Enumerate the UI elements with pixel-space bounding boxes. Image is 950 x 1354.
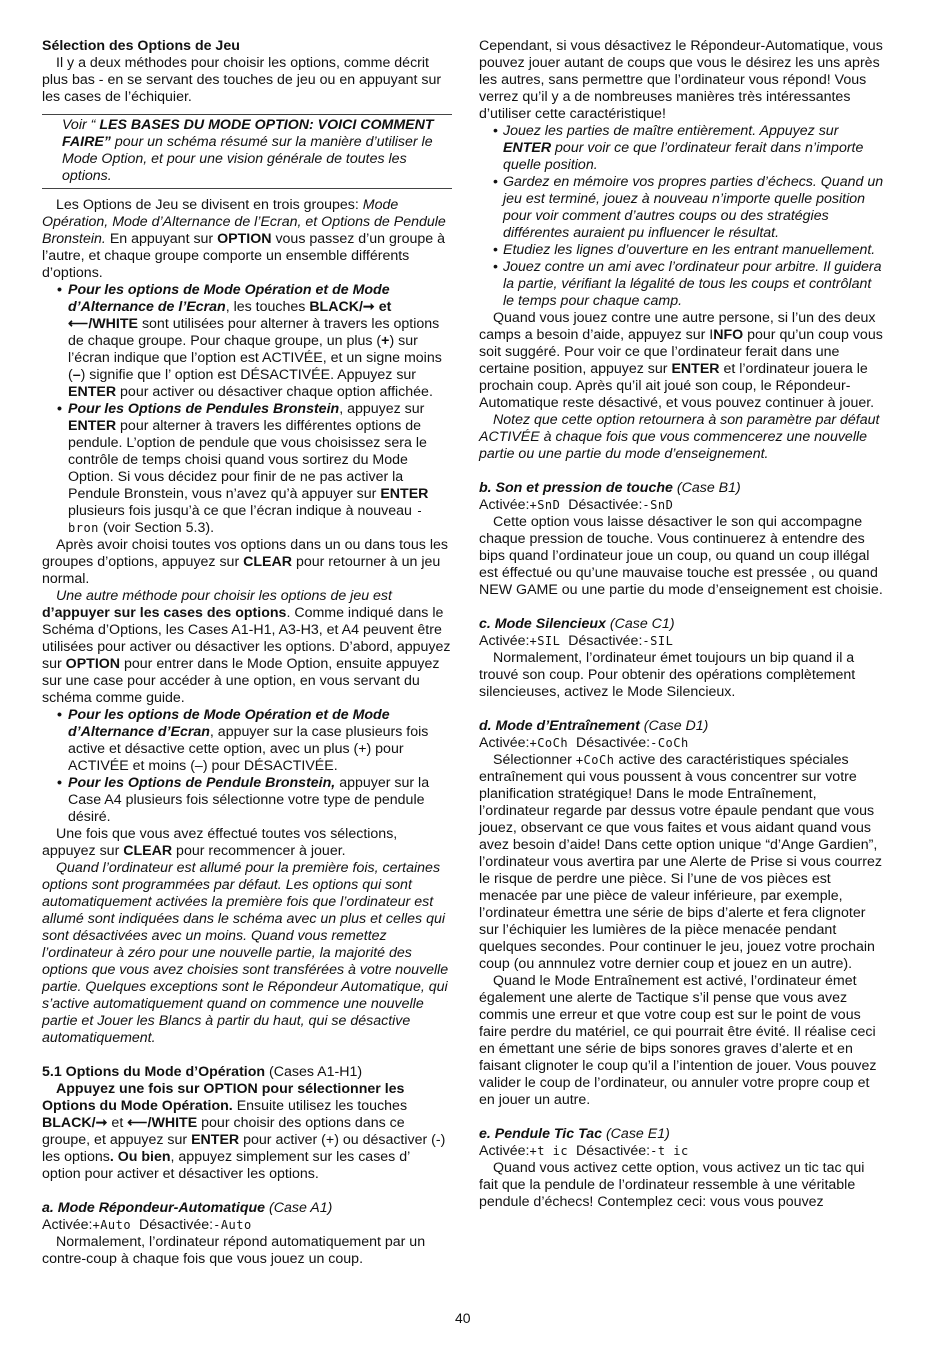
note-bold: LES BASES DU MODE OPTION: VOICI COMMENT FAIRE” (62, 117, 434, 150)
option-c-heading: c. Mode Silencieux (Case C1) (479, 616, 675, 632)
option-d-text: Sélectionner +CoCh active des caractéristiques spéciales entraînement qui vous poussent à vous concentrer sur votre planification stratégique! Dans le mode Entraînement, l’ordinateur regarde par dessus votre épaule pendant que vous jouez, observant ce que vous faites et vous aidant quand vous avez besoin d’aide! Dans cette option unique “d’Ange Gardien”, l’ordinateur vous avertira par une Alerte de Prise si vous courrez le risque de perdre une pièce. Si l’une de vos pièces est menacée par une pièce de valeur inférieure, par exemple, l’ordinateur émettra une série de bips d’alerte et fera clignoter sur l’échiquier les lumières de la pièce menacée pendant quelques secondes. Pour continuer le jeu, jouez votre prochain coup (ou annnulez votre dernier coup et jouez en un autre). (479, 752, 882, 972)
option-c-text: Normalement, l’ordinateur émet toujours un bip quand il a trouvé son coup. Pour obtenir des opérations complètement silencieuses, activez le Mode Silencieux. (479, 650, 856, 700)
option-a-heading: a. Mode Répondeur-Automatique (Case A1) (42, 1200, 333, 1216)
option-a-text: Normalement, l’ordinateur répond automatiquement par un contre-coup à chaque fois que vous jouez un coup. (42, 1234, 426, 1267)
other-method-intro: Une autre méthode pour choisir les options de jeu est (56, 588, 392, 604)
option-d-text-2: Quand le Mode Entraînement est activé, l’ordinateur émet également une alerte de Tactique s’il pense que vous avez commis une erreur et que votre coup est sur le point de vous faire perdre du matériel, ce qui pourrait être évité. Il réalise ceci en émettant une série de bips sonores graves d’alerte et en faisant clignoter le coup qu’il a l’intention de jouer. Vous pouvez valider le coup de l’ordinateur, ou annuler votre propre coup et en jouer un autre. (479, 973, 877, 1108)
note-default-paragraph: Notez que cette option retournera à son paramètre par défaut ACTIVÉE à chaque fois que vous commencerez une nouvelle partie ou une partie du mode d’enseignement. (479, 412, 880, 462)
bullet-item: • Pour les Options de Pendule Bronstein, appuyer sur la Case A4 plusieurs fois sélectionne votre type de pendule désiré. (57, 775, 430, 825)
section-5-1-paragraph: Appuyez une fois sur OPTION pour sélectionner les Options du Mode Opération. Ensuite utilisez les touches BLACK/➞ et ⟵/WHITE pour choisir des options dans ce groupe, et appuyez sur ENTER pour activer (+) ou désactiver (-) les options. Ou bien, appuyez simplement sur les cases d’ option pour activer et désactiver les options. (42, 1081, 446, 1182)
option-d-values: Activée:+CoCh Désactivée:-CoCh (479, 735, 689, 751)
section-5-1-heading: 5.1 Options du Mode d’Opération (Cases A1-H1) (42, 1064, 363, 1080)
option-b-text: Cette option vous laisse désactiver le son qui accompagne chaque pression de touche. Vous continuerez à entendre des bips quand l’ordinateur joue un coup, ou quand un coup illégal est éffectué ou qu’une mauvaise touche est pressée , ou quand NEW GAME ou une partie du mode d’enseignement est choisie. (479, 514, 883, 598)
left-column (42, 38, 452, 1268)
option-e-heading: e. Pendule Tic Tac (Case E1) (479, 1126, 670, 1142)
autoreply-paragraph: Cependant, si vous désactivez le Répondeur-Automatique, vous pouvez jouer autant de coups que vous le désirez les uns après les autres, sans permettre que l’ordinateur vous répond! Vous verrez qu’il y a de nombreuses manières très intéressantes d’utiliser cette caractéristique! (479, 38, 883, 122)
section-heading: Sélection des Options de Jeu (42, 38, 240, 54)
note-box (42, 114, 452, 189)
intro-paragraph: Il y a deux méthodes pour choisir les options, comme décrit plus bas - en se servant des touches de jeu ou en appuyant sur les cases de l’échiquier. (42, 55, 442, 105)
note-text-end: pour un schéma résumé sur la manière d’utiliser le Mode Option, et pour une vision générale de toutes les options. (62, 134, 433, 184)
lcd-display-text: -bron (68, 504, 424, 535)
bullet-item: • Gardez en mémoire vos propres parties d’échecs. Quand un jeu est terminé, jouez à nouveau n’importe quelle position pour voir comment d’autres coups ou des stratégies différentes auraient pu influencer le résultat. (493, 174, 884, 241)
groups-paragraph: Les Options de Jeu se divisent en trois groupes: Mode Opération, Mode d’Alternance de l’Ecran, et Options de Pendule Bronstein. En appuyant sur OPTION vous passez d’un groupe à l’autre, et chaque groupe comporte un ensemble différents d’options. (42, 197, 446, 281)
right-column (479, 38, 885, 1211)
bullet-item: • Etudiez les lignes d’ouverture en les entrant manuellement. (493, 242, 876, 258)
option-e-text: Quand vous activez cette option, vous activez un tic tac qui fait que la pendule de l’ordinateur ressemble à une véritable pendule d’échecs! Contemplez ceci: vous vous pouvez (479, 1160, 865, 1210)
page-number: 40 (455, 1310, 471, 1326)
option-d-heading: d. Mode d’Entraînement (Case D1) (479, 718, 709, 734)
option-c-values: Activée:+SIL Désactivée:-SIL (479, 633, 674, 649)
option-b-values: Activée:+SnD Désactivée:-SnD (479, 497, 674, 513)
option-e-values: Activée:+t ic Désactivée:-t ic (479, 1143, 689, 1159)
default-paragraph: Quand l’ordinateur est allumé pour la première fois, certaines options sont programmées par défaut. Les options qui sont automatiquement activées la première fois que l’ordinateur est allumé sont indiquées dans le schéma avec un plus et celles qui sont désactivées avec un moins. Quand vous remettez l’ordinateur à zéro pour une nouvelle partie, la majorité des options que vous avez choisies sont transférées à votre nouvelle partie. Quelques exceptions sont le Répondeur Automatique, qui s’active automatiquement quand on commence une nouvelle partie et Jouer les Blancs à partir du haut, qui se désactive automatiquement. (42, 860, 449, 1046)
note-text: Voir “ (62, 117, 100, 133)
after-paragraph: Après avoir choisi toutes vos options dans un ou dans tous les groupes d’options, appuyez sur CLEAR pour retourner à un jeu normal. (42, 537, 448, 587)
option-b-heading: b. Son et pression de touche (Case B1) (479, 480, 741, 496)
option-a-values: Activée:+Auto Désactivée:-Auto (42, 1217, 252, 1233)
bullet-item: • Jouez contre un ami avec l’ordinateur pour arbitre. Il guidera la partie, vérifiant la légalité de tous les coups et contrôlant le temps pour chaque camp. (493, 259, 882, 309)
bullet-item: • Pour les Options de Pendules Bronstein, appuyez sur ENTER pour alterner à travers les différentes options de pendule. L’option de pendule que vous choisissez sera le contrôle de temps choisi quand vous sortirez du Mode Option. Si vous décidez pour finir de ne pas activer la Pendule Bronstein, vous n’avez qu’à appuyer sur ENTER plusieurs fois jusqu’à ce que l’écran indique à nouveau -bron (voir Section 5.3). (57, 401, 429, 536)
once-paragraph: Une fois que vous avez éffectué toutes vos sélections, appuyez sur CLEAR pour recommencer à jouer. (42, 826, 398, 859)
bullet-item: • Pour les options de Mode Opération et de Mode d’Alternance de l’Ecran, les touches BLACK/➞ et ⟵/WHITE sont utilisées pour alterner à travers les options de chaque groupe. Pour chaque groupe, un plus (+) sur l’écran indique que l’option est ACTIVÉE, et un signe moins (–) signifie que l’ option est DÉSACTIVÉE. Appuyez sur ENTER pour activer ou désactiver chaque option affichée. (57, 282, 442, 400)
bullet-item: • Jouez les parties de maître entièrement. Appuyez sur ENTER pour voir ce que l’ordinateur ferait dans n’importe quelle position. (493, 123, 864, 173)
bullet-item: • Pour les options de Mode Opération et de Mode d’Alternance d’Ecran, appuyer sur la case plusieurs fois active et désactive cette option, avec un plus (+) pour ACTIVÉE et moins (–) pour DÉSACTIVÉE. (57, 707, 429, 774)
other-method-paragraph: d’appuyer sur les cases des options. Comme indiqué dans le Schéma d’Options, les Cases A1-H1, A3-H3, et A4 peuvent être utilisées pour activer ou désactiver les options. D’abord, appuyez sur OPTION pour entrer dans le Mode Option, ensuite appuyez sur une case pour accéder à une option, en vous servant du schéma comme guide. (42, 605, 451, 706)
play-person-paragraph: Quand vous jouez contre une autre persone, si l’un des deux camps a besoin d’aide, appuyez sur INFO pour qu’un coup vous soit suggéré. Pour voir ce que l’ordinateur ferait dans une certaine position, appuyez sur ENTER et l’ordinateur jouera le prochain coup. Après qu’il ait joué son coup, le Répondeur-Automatique reste désactivé, et vous pouvez continuer à jouer. (479, 310, 883, 411)
